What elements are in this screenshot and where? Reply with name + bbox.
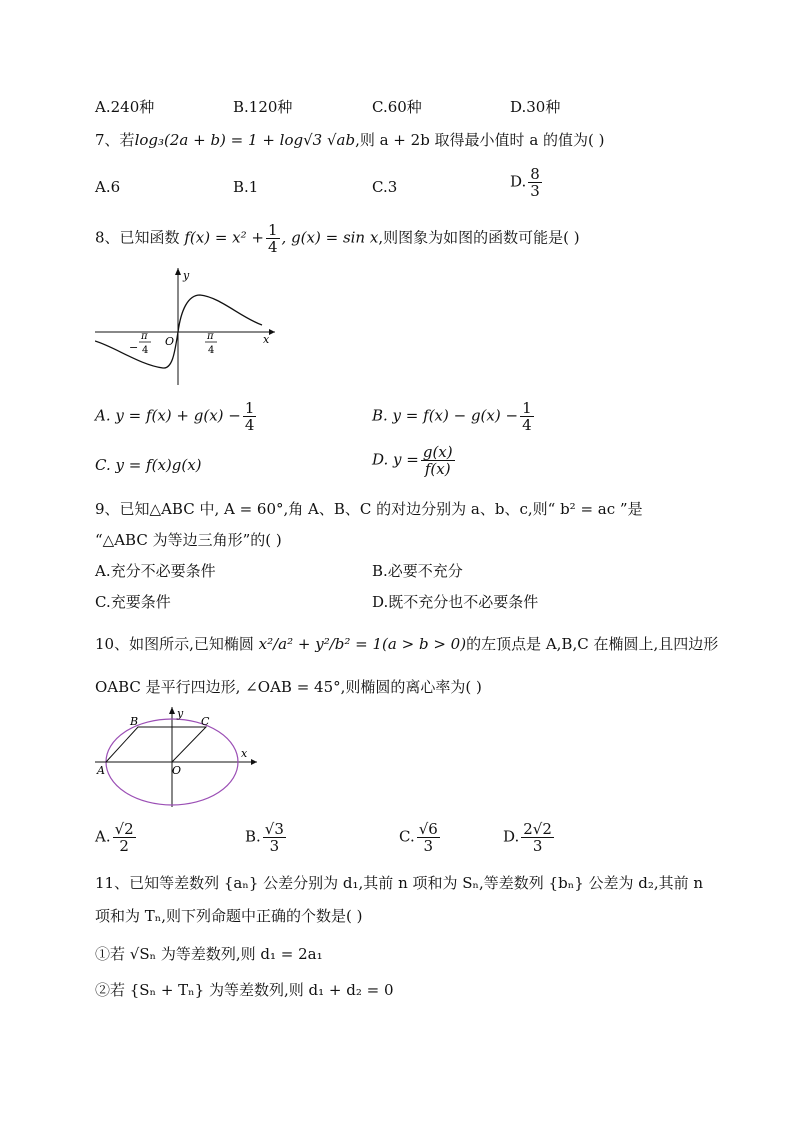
q9-line-2: “△ABC 为等边三角形”的( ): [95, 531, 282, 549]
q10-label-a: A: [97, 764, 105, 777]
q10-option-c-prefix: C.: [399, 827, 415, 846]
q9-option-c[interactable]: C.充要条件: [95, 593, 171, 611]
q10-option-a-num: √2: [114, 820, 134, 838]
q8-x-arrow: [269, 329, 275, 335]
q8-option-d-num: g(x): [422, 443, 453, 461]
q8-function-graph: [95, 265, 280, 390]
q7-option-d-den: 3: [530, 182, 540, 200]
q8-option-a[interactable]: [95, 400, 258, 433]
q7-option-b[interactable]: B.1: [233, 178, 259, 196]
q10-option-b-prefix: B.: [245, 827, 261, 846]
q10-option-b-den: 3: [269, 837, 280, 855]
q7-stem-post: ,则 a + 2b 取得最小值时 a 的值为( ): [355, 131, 605, 149]
q6-option-c[interactable]: C.60种: [372, 98, 422, 116]
q8-g-def: , g(x) = sin x: [281, 228, 379, 247]
q10-stem-post: 的左顶点是 A,B,C 在椭圆上,且四边形: [466, 635, 719, 653]
q8-tick-neg-four: 4: [142, 345, 149, 356]
q11-item-2: ②若 {Sₙ + Tₙ} 为等差数列,则 d₁ + d₂ = 0: [95, 981, 394, 999]
q8-option-a-den: 4: [244, 416, 255, 434]
q8-number: 8、: [95, 228, 120, 247]
q10-option-c-num: √6: [418, 820, 438, 838]
q6-option-b[interactable]: B.120种: [233, 98, 293, 116]
q7-option-d-num: 8: [530, 165, 540, 183]
q8-stem: [95, 222, 580, 255]
q8-option-d-prefix: D. y =: [372, 450, 419, 469]
q10-option-d-prefix: D.: [503, 827, 520, 846]
q8-f-num: 1: [267, 221, 278, 239]
q8-option-b-den: 4: [522, 416, 532, 434]
q10-option-c[interactable]: [399, 821, 442, 854]
q7-stem: [95, 130, 605, 150]
q11-item-1: ①若 √Sₙ 为等差数列,则 d₁ = 2a₁: [95, 945, 323, 963]
q7-option-d-prefix: D.: [510, 172, 527, 191]
q10-ellipse-graph: [95, 705, 260, 810]
q6-option-a[interactable]: A.240种: [95, 98, 155, 116]
q7-number: 7、: [95, 131, 120, 149]
q7-stem-pre: 若: [119, 131, 135, 149]
q7-math: log₃(2a + b) = 1 + log√3 √ab: [134, 131, 356, 149]
q8-option-b-num: 1: [522, 399, 532, 417]
q11-line-2: 项和为 Tₙ,则下列命题中正确的个数是( ): [95, 907, 363, 925]
q10-option-a-den: 2: [119, 837, 129, 855]
q10-y-arrow: [169, 707, 175, 714]
q8-tick-pos-four: 4: [208, 345, 215, 356]
q10-number: 10、: [95, 635, 130, 653]
q8-f-den: 4: [267, 238, 278, 256]
q8-option-d-den: f(x): [424, 460, 451, 478]
q10-stem-pre: 如图所示,已知椭圆: [129, 635, 254, 653]
q10-option-a[interactable]: [95, 821, 138, 854]
q10-origin-label: O: [172, 764, 182, 777]
q10-stem: [95, 634, 718, 654]
q10-x-label: x: [241, 747, 248, 760]
q10-option-d[interactable]: [503, 821, 556, 854]
q8-x-label: x: [263, 333, 270, 346]
q8-stem-pre: 已知函数: [119, 228, 180, 247]
q10-label-b: B: [130, 715, 139, 728]
q10-option-b[interactable]: [245, 821, 288, 854]
q10-line-2: OABC 是平行四边形, ∠OAB = 45°,则椭圆的离心率为( ): [95, 678, 482, 696]
q11-line-1: 11、已知等差数列 {aₙ} 公差分别为 d₁,其前 n 项和为 Sₙ,等差数列 {bₙ} 公差为 d₂,其前 n: [95, 874, 704, 892]
q10-label-c: C: [201, 715, 210, 728]
q10-option-b-num: √3: [264, 820, 284, 838]
q10-ellipse-eq: x²/a² + y²/b² = 1(a > b > 0): [258, 635, 467, 653]
q8-tick-neg-minus: −: [129, 341, 139, 354]
q8-option-a-num: 1: [244, 399, 255, 417]
q9-line-1: 9、已知△ABC 中, A = 60°,角 A、B、C 的对边分别为 a、b、c,则“ b² = ac ”是: [95, 500, 643, 518]
q10-option-c-den: 3: [423, 837, 434, 855]
q8-option-d[interactable]: [372, 444, 457, 477]
q9-option-d[interactable]: D.既不充分也不必要条件: [372, 593, 539, 611]
q10-option-a-prefix: A.: [95, 827, 111, 846]
q8-tick-pos-pi: π: [207, 331, 214, 342]
q8-stem-post: ,则图象为如图的函数可能是( ): [378, 228, 580, 247]
q7-option-c[interactable]: C.3: [372, 178, 398, 196]
q10-option-d-num: 2√2: [523, 820, 552, 838]
q9-option-a[interactable]: A.充分不必要条件: [95, 562, 216, 580]
q10-x-arrow: [251, 759, 257, 765]
q8-y-arrow: [175, 268, 181, 275]
q8-tick-neg-pi: π: [141, 331, 148, 342]
q8-option-a-text: A. y = f(x) + g(x) −: [95, 406, 241, 425]
q7-option-d[interactable]: [510, 166, 544, 199]
q6-option-d[interactable]: D.30种: [510, 98, 561, 116]
q8-f-def: f(x) = x² +: [184, 228, 264, 247]
q10-option-d-den: 3: [532, 837, 543, 855]
q8-option-b[interactable]: [372, 400, 536, 433]
q8-option-c-text: C. y = f(x)g(x): [95, 456, 202, 474]
q7-option-a[interactable]: A.6: [95, 178, 121, 196]
q9-option-b[interactable]: B.必要不充分: [372, 562, 463, 580]
q10-parallelogram: [106, 727, 206, 762]
q8-option-c[interactable]: [95, 455, 202, 475]
q8-option-b-text: B. y = f(x) − g(x) −: [372, 406, 519, 425]
q8-origin-label: O: [165, 335, 175, 348]
q10-y-label: y: [177, 707, 184, 720]
q8-y-label: y: [183, 269, 190, 282]
